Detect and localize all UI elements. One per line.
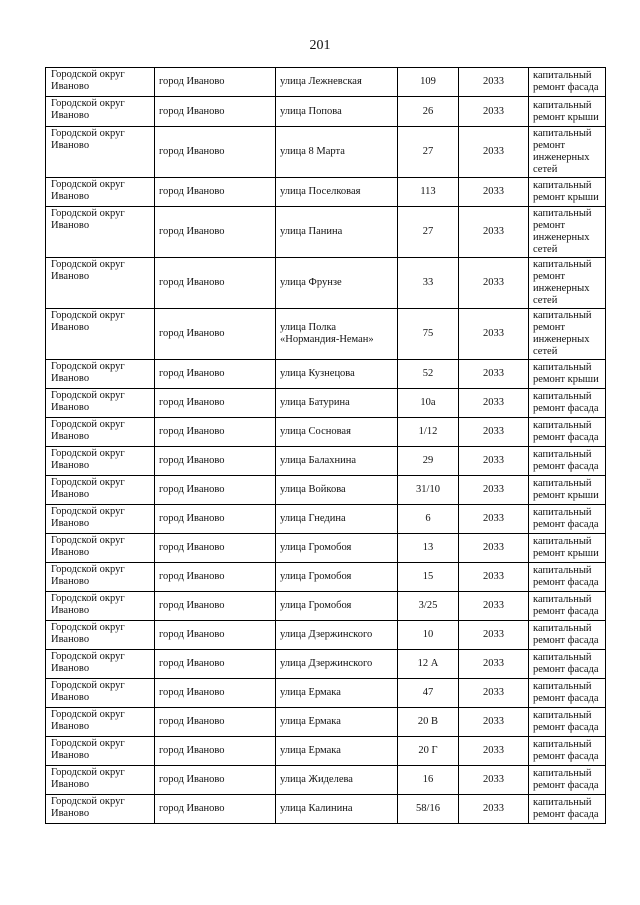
house-number-cell: 20 В [398, 708, 459, 737]
municipality-cell: Городской округ Иваново [46, 795, 155, 824]
city-cell: город Иваново [155, 766, 276, 795]
table-row [46, 592, 606, 621]
house-number-cell: 27 [398, 127, 459, 178]
table-row [46, 766, 606, 795]
year-cell: 2033 [459, 795, 529, 824]
house-number-cell: 15 [398, 563, 459, 592]
year-cell: 2033 [459, 127, 529, 178]
house-number-cell: 20 Г [398, 737, 459, 766]
house-number-cell: 16 [398, 766, 459, 795]
municipality-cell: Городской округ Иваново [46, 309, 155, 360]
house-number-cell: 10а [398, 389, 459, 418]
year-cell: 2033 [459, 360, 529, 389]
city-cell: город Иваново [155, 389, 276, 418]
house-number-cell: 31/10 [398, 476, 459, 505]
work-type-cell: капитальный ремонт фасада [529, 679, 606, 708]
work-type-cell: капитальный ремонт крыши [529, 476, 606, 505]
street-cell: улица Лежневская [276, 68, 398, 97]
year-cell: 2033 [459, 476, 529, 505]
street-cell: улица Войкова [276, 476, 398, 505]
work-type-cell: капитальный ремонт инженерных сетей [529, 309, 606, 360]
table-row [46, 563, 606, 592]
year-cell: 2033 [459, 178, 529, 207]
house-number-cell: 33 [398, 258, 459, 309]
street-cell: улица Панина [276, 207, 398, 258]
repair-register-table [45, 67, 606, 824]
work-type-cell: капитальный ремонт фасада [529, 389, 606, 418]
table-row [46, 621, 606, 650]
street-cell: улица 8 Марта [276, 127, 398, 178]
year-cell: 2033 [459, 534, 529, 563]
year-cell: 2033 [459, 650, 529, 679]
work-type-cell: капитальный ремонт фасада [529, 766, 606, 795]
municipality-cell: Городской округ Иваново [46, 476, 155, 505]
year-cell: 2033 [459, 708, 529, 737]
house-number-cell: 47 [398, 679, 459, 708]
table-row [46, 127, 606, 178]
work-type-cell: капитальный ремонт фасада [529, 621, 606, 650]
city-cell: город Иваново [155, 650, 276, 679]
house-number-cell: 1/12 [398, 418, 459, 447]
table-row [46, 650, 606, 679]
table-row [46, 97, 606, 127]
year-cell: 2033 [459, 592, 529, 621]
street-cell: улица Батурина [276, 389, 398, 418]
table-row [46, 795, 606, 824]
municipality-cell: Городской округ Иваново [46, 563, 155, 592]
page-number: 201 [309, 38, 331, 53]
house-number-cell: 27 [398, 207, 459, 258]
municipality-cell: Городской округ Иваново [46, 97, 155, 127]
municipality-cell: Городской округ Иваново [46, 258, 155, 309]
table-row [46, 505, 606, 534]
table-row [46, 534, 606, 563]
city-cell: город Иваново [155, 621, 276, 650]
street-cell: улица Кузнецова [276, 360, 398, 389]
house-number-cell: 3/25 [398, 592, 459, 621]
street-cell: улица Ермака [276, 737, 398, 766]
work-type-cell: капитальный ремонт инженерных сетей [529, 258, 606, 309]
table-row [46, 708, 606, 737]
work-type-cell: капитальный ремонт крыши [529, 360, 606, 389]
street-cell: улица Попова [276, 97, 398, 127]
municipality-cell: Городской округ Иваново [46, 68, 155, 97]
municipality-cell: Городской округ Иваново [46, 418, 155, 447]
year-cell: 2033 [459, 309, 529, 360]
year-cell: 2033 [459, 447, 529, 476]
year-cell: 2033 [459, 679, 529, 708]
street-cell: улица Дзержинского [276, 650, 398, 679]
table-row [46, 360, 606, 389]
table-row [46, 389, 606, 418]
work-type-cell: капитальный ремонт инженерных сетей [529, 207, 606, 258]
street-cell: улица Громобоя [276, 592, 398, 621]
table-row [46, 258, 606, 309]
street-cell: улица Сосновая [276, 418, 398, 447]
table-row [46, 178, 606, 207]
street-cell: улица Дзержинского [276, 621, 398, 650]
work-type-cell: капитальный ремонт фасада [529, 418, 606, 447]
city-cell: город Иваново [155, 207, 276, 258]
table-row [46, 447, 606, 476]
street-cell: улица Поселковая [276, 178, 398, 207]
work-type-cell: капитальный ремонт фасада [529, 505, 606, 534]
street-cell: улица Громобоя [276, 563, 398, 592]
year-cell: 2033 [459, 505, 529, 534]
work-type-cell: капитальный ремонт фасада [529, 795, 606, 824]
work-type-cell: капитальный ремонт фасада [529, 592, 606, 621]
year-cell: 2033 [459, 766, 529, 795]
year-cell: 2033 [459, 563, 529, 592]
year-cell: 2033 [459, 207, 529, 258]
city-cell: город Иваново [155, 563, 276, 592]
house-number-cell: 12 А [398, 650, 459, 679]
municipality-cell: Городской округ Иваново [46, 207, 155, 258]
city-cell: город Иваново [155, 737, 276, 766]
municipality-cell: Городской округ Иваново [46, 737, 155, 766]
year-cell: 2033 [459, 389, 529, 418]
table-row [46, 309, 606, 360]
street-cell: улица Ермака [276, 679, 398, 708]
work-type-cell: капитальный ремонт крыши [529, 534, 606, 563]
year-cell: 2033 [459, 97, 529, 127]
house-number-cell: 109 [398, 68, 459, 97]
municipality-cell: Городской округ Иваново [46, 534, 155, 563]
city-cell: город Иваново [155, 592, 276, 621]
house-number-cell: 52 [398, 360, 459, 389]
city-cell: город Иваново [155, 505, 276, 534]
municipality-cell: Городской округ Иваново [46, 389, 155, 418]
municipality-cell: Городской округ Иваново [46, 621, 155, 650]
street-cell: улица Балахнина [276, 447, 398, 476]
city-cell: город Иваново [155, 418, 276, 447]
work-type-cell: капитальный ремонт крыши [529, 97, 606, 127]
city-cell: город Иваново [155, 708, 276, 737]
table-row [46, 418, 606, 447]
street-cell: улица Фрунзе [276, 258, 398, 309]
house-number-cell: 10 [398, 621, 459, 650]
municipality-cell: Городской округ Иваново [46, 650, 155, 679]
house-number-cell: 6 [398, 505, 459, 534]
year-cell: 2033 [459, 68, 529, 97]
municipality-cell: Городской округ Иваново [46, 592, 155, 621]
house-number-cell: 26 [398, 97, 459, 127]
work-type-cell: капитальный ремонт фасада [529, 68, 606, 97]
year-cell: 2033 [459, 621, 529, 650]
municipality-cell: Городской округ Иваново [46, 360, 155, 389]
city-cell: город Иваново [155, 679, 276, 708]
city-cell: город Иваново [155, 178, 276, 207]
street-cell: улица Жиделева [276, 766, 398, 795]
year-cell: 2033 [459, 737, 529, 766]
work-type-cell: капитальный ремонт фасада [529, 708, 606, 737]
work-type-cell: капитальный ремонт фасада [529, 447, 606, 476]
municipality-cell: Городской округ Иваново [46, 766, 155, 795]
municipality-cell: Городской округ Иваново [46, 447, 155, 476]
street-cell: улица Громобоя [276, 534, 398, 563]
house-number-cell: 29 [398, 447, 459, 476]
municipality-cell: Городской округ Иваново [46, 178, 155, 207]
municipality-cell: Городской округ Иваново [46, 679, 155, 708]
street-cell: улица Полка «Нормандия-Неман» [276, 309, 398, 360]
table-body [46, 68, 606, 824]
year-cell: 2033 [459, 418, 529, 447]
work-type-cell: капитальный ремонт фасада [529, 563, 606, 592]
city-cell: город Иваново [155, 447, 276, 476]
work-type-cell: капитальный ремонт фасада [529, 650, 606, 679]
house-number-cell: 113 [398, 178, 459, 207]
city-cell: город Иваново [155, 795, 276, 824]
street-cell: улица Ермака [276, 708, 398, 737]
municipality-cell: Городской округ Иваново [46, 505, 155, 534]
table-row [46, 737, 606, 766]
city-cell: город Иваново [155, 534, 276, 563]
work-type-cell: капитальный ремонт инженерных сетей [529, 127, 606, 178]
city-cell: город Иваново [155, 360, 276, 389]
city-cell: город Иваново [155, 68, 276, 97]
table-row [46, 476, 606, 505]
street-cell: улица Калинина [276, 795, 398, 824]
table-row [46, 207, 606, 258]
municipality-cell: Городской округ Иваново [46, 708, 155, 737]
city-cell: город Иваново [155, 476, 276, 505]
year-cell: 2033 [459, 258, 529, 309]
house-number-cell: 13 [398, 534, 459, 563]
municipality-cell: Городской округ Иваново [46, 127, 155, 178]
work-type-cell: капитальный ремонт крыши [529, 178, 606, 207]
city-cell: город Иваново [155, 258, 276, 309]
street-cell: улица Гнедина [276, 505, 398, 534]
house-number-cell: 58/16 [398, 795, 459, 824]
city-cell: город Иваново [155, 97, 276, 127]
city-cell: город Иваново [155, 309, 276, 360]
house-number-cell: 75 [398, 309, 459, 360]
table-row [46, 68, 606, 97]
table-row [46, 679, 606, 708]
city-cell: город Иваново [155, 127, 276, 178]
work-type-cell: капитальный ремонт фасада [529, 737, 606, 766]
